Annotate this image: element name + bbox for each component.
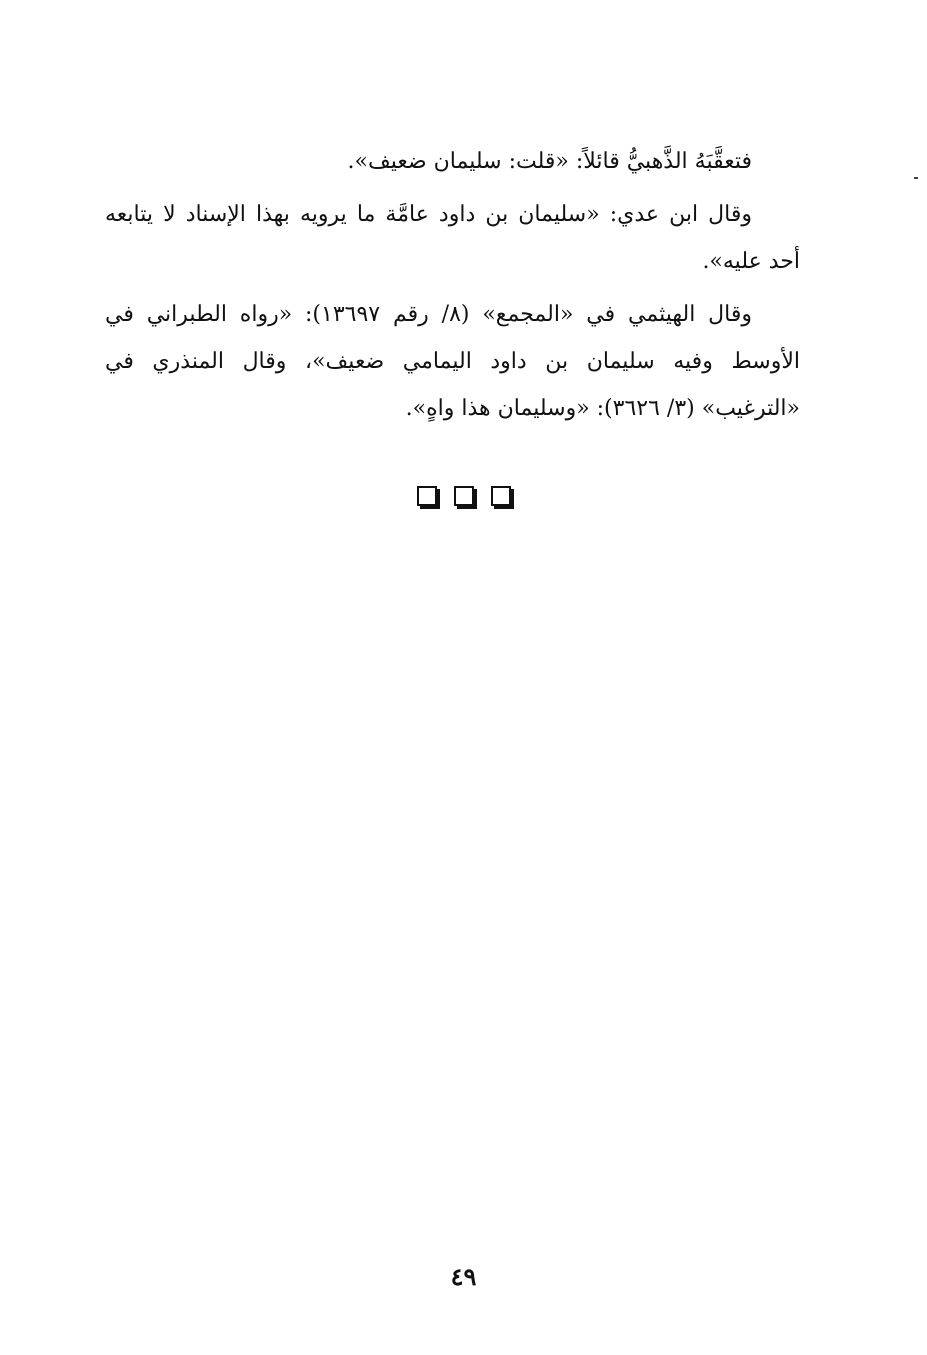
section-separator: [0, 486, 927, 506]
paragraph-3: وقال الهيثمي في «المجمع» (٨/ رقم ١٣٦٩٧): «رواه الطبراني في الأوسط وفيه سليمان بن داود اليمامي ضعيف»، وقال المنذري في «الترغيب» (٣/ ٣٦٢٦): «وسليمان هذا واهٍ».: [105, 302, 800, 421]
body-text: [105, 138, 800, 432]
margin-mark: [914, 177, 918, 179]
square-box-icon: [454, 486, 474, 506]
paragraph-2: وقال ابن عدي: «سليمان بن داود عامَّة ما يرويه بهذا الإسناد لا يتابعه أحد عليه».: [105, 202, 800, 274]
paragraph-1: فتعقَّبَهُ الذَّهبيُّ قائلاً: «قلت: سليمان ضعيف».: [347, 149, 752, 174]
page-number: ٤٩: [450, 1262, 477, 1291]
square-box-icon: [417, 486, 437, 506]
square-box-icon: [491, 486, 511, 506]
